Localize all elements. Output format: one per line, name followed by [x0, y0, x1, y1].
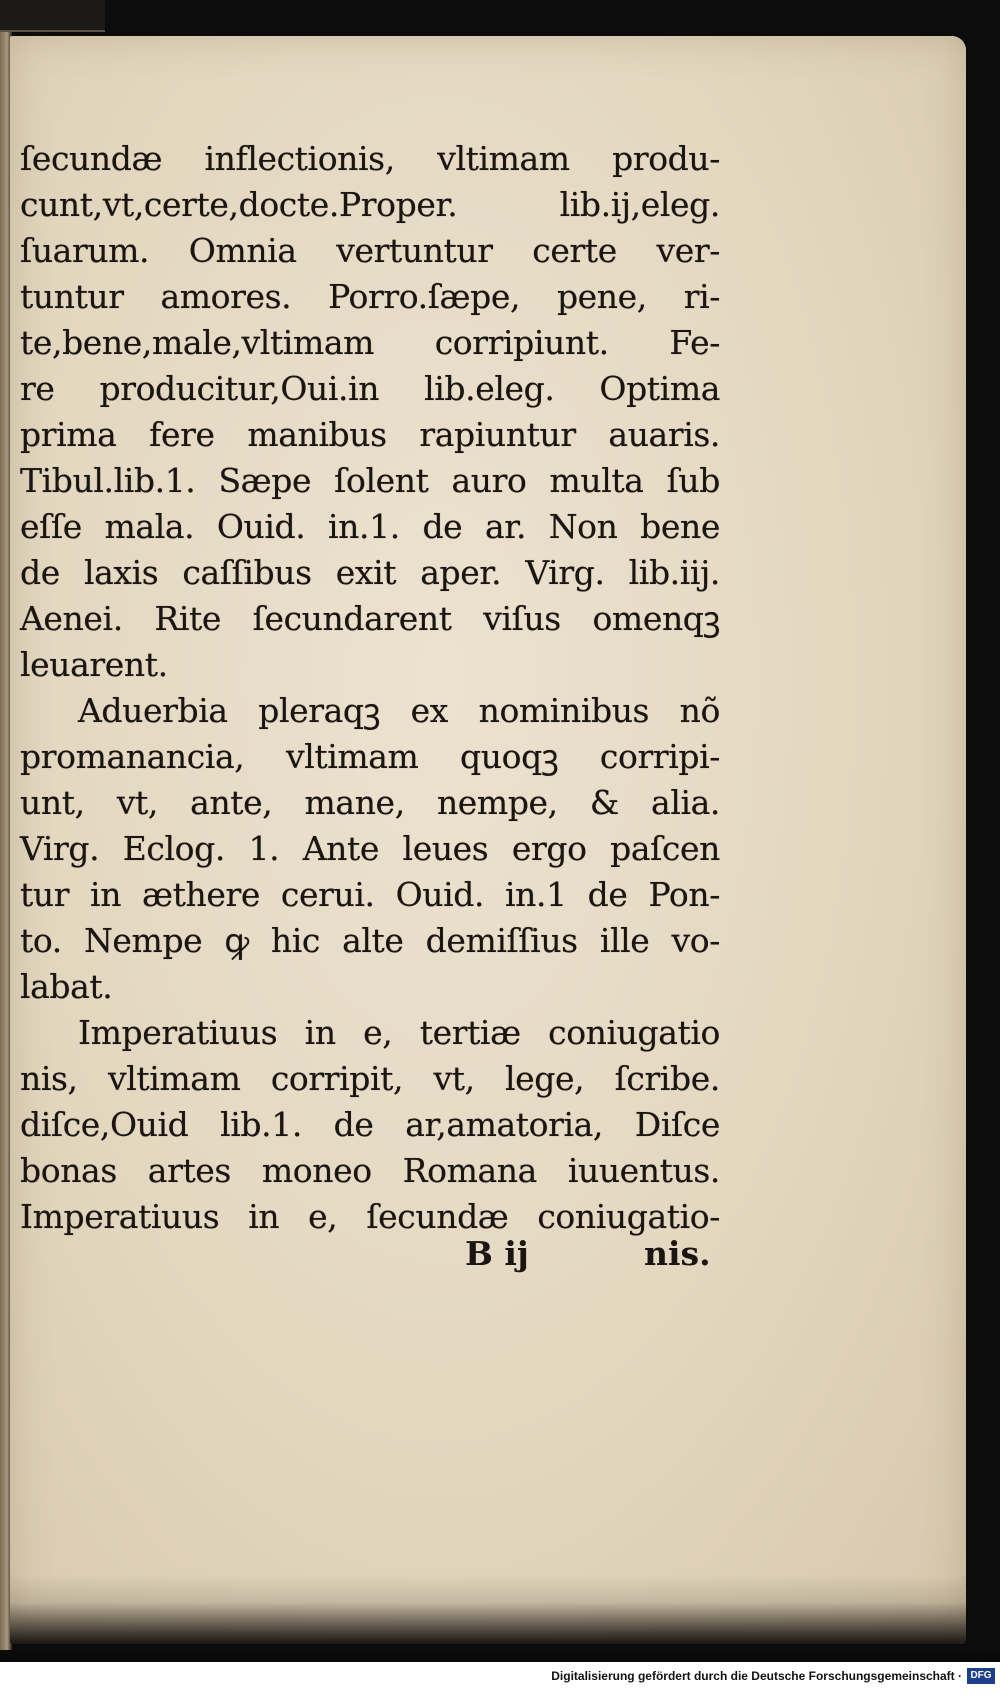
text-line: Virg. Eclog. 1. Ante leues ergo paſcen	[20, 829, 720, 868]
text-line: diſce,Ouid lib.1. de ar,amatoria, Diſce	[20, 1105, 720, 1144]
text-line: de laxis caſſibus exit aper. Virg. lib.iij.	[20, 553, 720, 592]
text-line: Aenei. Rite ſecundarent viſus omenqꝫ	[20, 599, 720, 638]
signature-mark: B ij	[465, 1234, 529, 1273]
text-line: re producitur,Oui.in lib.eleg. Optima	[20, 369, 720, 408]
text-line: Imperatiuus in e, ſecundæ coniugatio-	[20, 1197, 720, 1236]
text-line: promanancia, vltimam quoqꝫ corripi-	[20, 737, 720, 776]
page-text	[20, 136, 720, 1240]
text-line: ſuarum. Omnia vertuntur certe ver-	[20, 231, 720, 270]
text-line: to. Nempe ꝙ hic alte demiſſius ille vo-	[20, 921, 720, 960]
paragraph-start-line: Imperatiuus in e, tertiæ coniugatio	[78, 1013, 720, 1052]
text-line: prima fere manibus rapiuntur auaris.	[20, 415, 720, 454]
paragraph-start-line: Aduerbia pleraqꝫ ex nominibus nõ	[78, 691, 720, 730]
text-line: nis, vltimam corripit, vt, lege, ſcribe.	[20, 1059, 720, 1098]
text-line: unt, vt, ante, mane, nempe, & alia.	[20, 783, 720, 822]
text-line: te,bene,male,vltimam corripiunt. Fe-	[20, 323, 720, 362]
text-line: ſecundæ inflectionis, vltimam produ-	[20, 139, 720, 178]
digitization-footer	[0, 1662, 1000, 1695]
text-line: labat.	[20, 967, 113, 1006]
binding-tab	[0, 0, 105, 32]
text-line: tuntur amores. Porro.ſæpe, pene, ri-	[20, 277, 720, 316]
text-line: leuarent.	[20, 645, 168, 684]
dfg-logo: DFG	[967, 1668, 995, 1684]
text-line: bonas artes moneo Romana iuuentus.	[20, 1151, 720, 1190]
text-line: tur in æthere cerui. Ouid. in.1 de Pon-	[20, 875, 720, 914]
book-page	[10, 36, 966, 1644]
funding-credit: Digitalisierung gefördert durch die Deutsche Forschungsgemeinschaft ·	[551, 1669, 962, 1683]
text-line: cunt,vt,certe,docte.Proper. lib.ij,eleg.	[20, 185, 720, 224]
text-line: eſſe mala. Ouid. in.1. de ar. Non bene	[20, 507, 720, 546]
catchword: nis.	[644, 1234, 711, 1273]
text-line: Tibul.lib.1. Sæpe ſolent auro multa ſub	[20, 461, 720, 500]
